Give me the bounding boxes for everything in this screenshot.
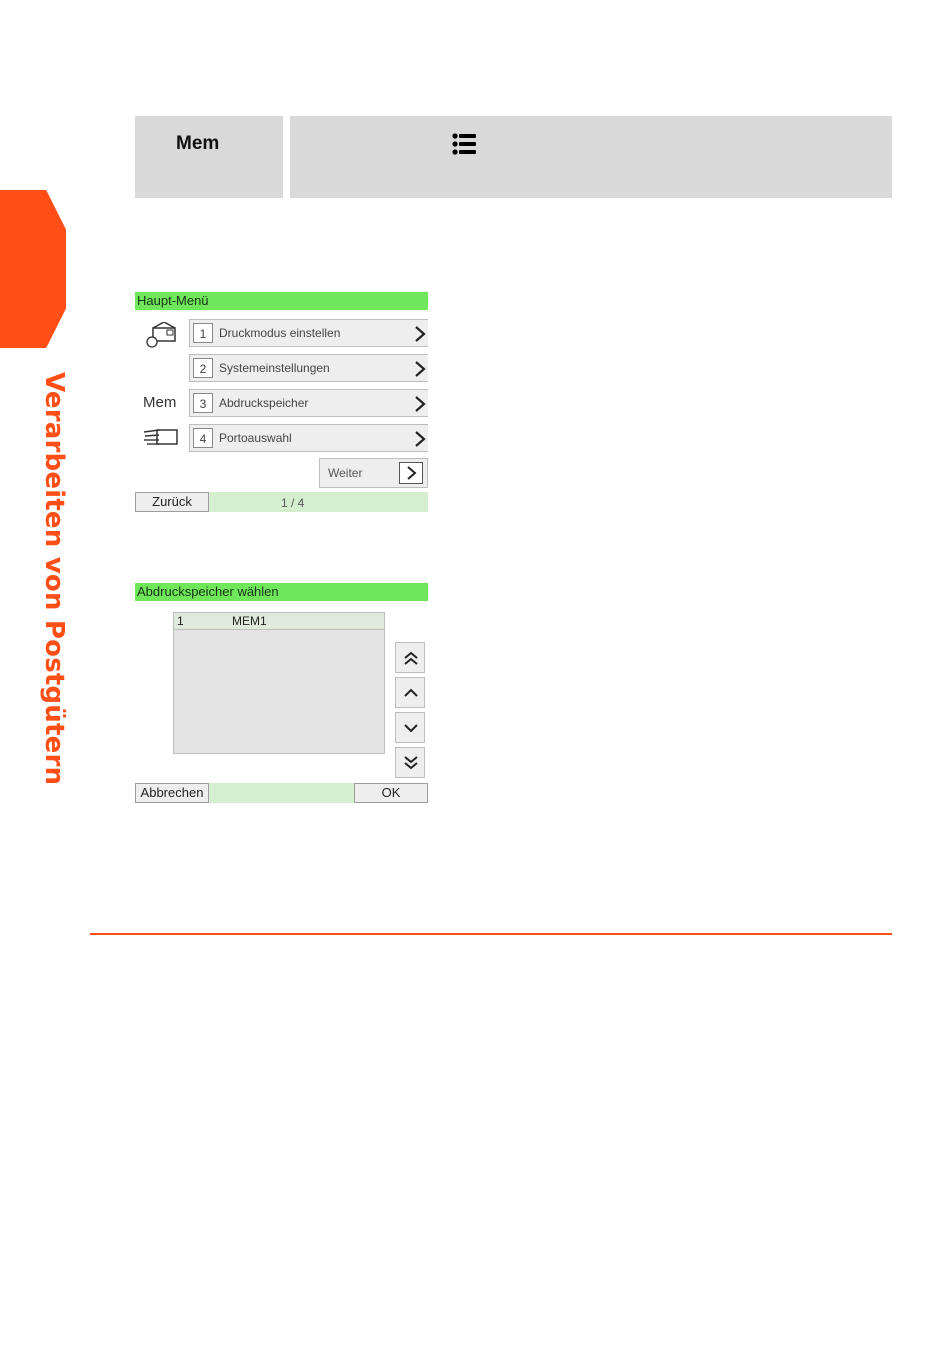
chevron-right-icon — [414, 360, 426, 378]
screen-title: Abdruckspeicher wählen — [135, 583, 428, 601]
scroll-down-button[interactable] — [395, 712, 425, 743]
chevron-right-icon — [414, 430, 426, 448]
list-item[interactable] — [174, 613, 384, 630]
memory-list[interactable] — [173, 612, 385, 754]
chevron-up-icon — [403, 685, 419, 701]
scroll-bottom-button[interactable] — [395, 747, 425, 778]
menu-item-label: Systemeinstellungen — [219, 361, 330, 375]
menu-item-label: Druckmodus einstellen — [219, 326, 341, 340]
table-value-cell — [290, 116, 892, 198]
scroll-top-button[interactable] — [395, 642, 425, 673]
table-key-cell — [135, 116, 283, 198]
side-tab-marker — [0, 190, 66, 348]
cancel-button[interactable]: Abbrechen — [135, 783, 209, 803]
main-menu-screen — [135, 292, 428, 512]
list-item-name: MEM1 — [232, 614, 267, 628]
menu-item-druckmodus[interactable] — [189, 319, 428, 347]
back-button[interactable]: Zurück — [135, 492, 209, 512]
menu-item-number: 2 — [193, 358, 213, 378]
double-chevron-up-icon — [403, 650, 419, 666]
scroll-up-button[interactable] — [395, 677, 425, 708]
chevron-right-icon — [400, 463, 422, 483]
mem-key: Mem — [176, 133, 220, 154]
menu-item-label: Portoauswahl — [219, 431, 292, 445]
memory-select-screen — [135, 583, 428, 803]
envelope-stamp-icon — [145, 322, 177, 348]
chevron-down-icon — [403, 720, 419, 736]
menu-item-number: 4 — [193, 428, 213, 448]
envelope-motion-icon — [143, 427, 179, 447]
menu-item-portoauswahl[interactable] — [189, 424, 428, 452]
mem-icon-label: Mem — [143, 394, 177, 411]
ok-button[interactable]: OK — [354, 783, 428, 803]
chevron-right-icon — [414, 325, 426, 343]
section-divider — [90, 933, 892, 935]
chevron-right-icon — [414, 395, 426, 413]
next-label: Weiter — [328, 466, 363, 480]
screen-title: Haupt-Menü — [135, 292, 428, 310]
double-chevron-down-icon — [403, 755, 419, 771]
next-arrow — [399, 462, 423, 484]
list-icon — [452, 133, 476, 155]
menu-item-label: Abdruckspeicher — [219, 396, 309, 410]
menu-item-abdruckspeicher[interactable] — [189, 389, 428, 417]
page-indicator: 1 / 4 — [281, 496, 305, 510]
menu-item-number: 1 — [193, 323, 213, 343]
menu-item-number: 3 — [193, 393, 213, 413]
chapter-title: Verarbeiten von Postgütern — [39, 372, 69, 786]
next-button[interactable] — [319, 458, 428, 488]
list-item-number: 1 — [177, 614, 184, 628]
menu-item-systemeinstellungen[interactable] — [189, 354, 428, 382]
